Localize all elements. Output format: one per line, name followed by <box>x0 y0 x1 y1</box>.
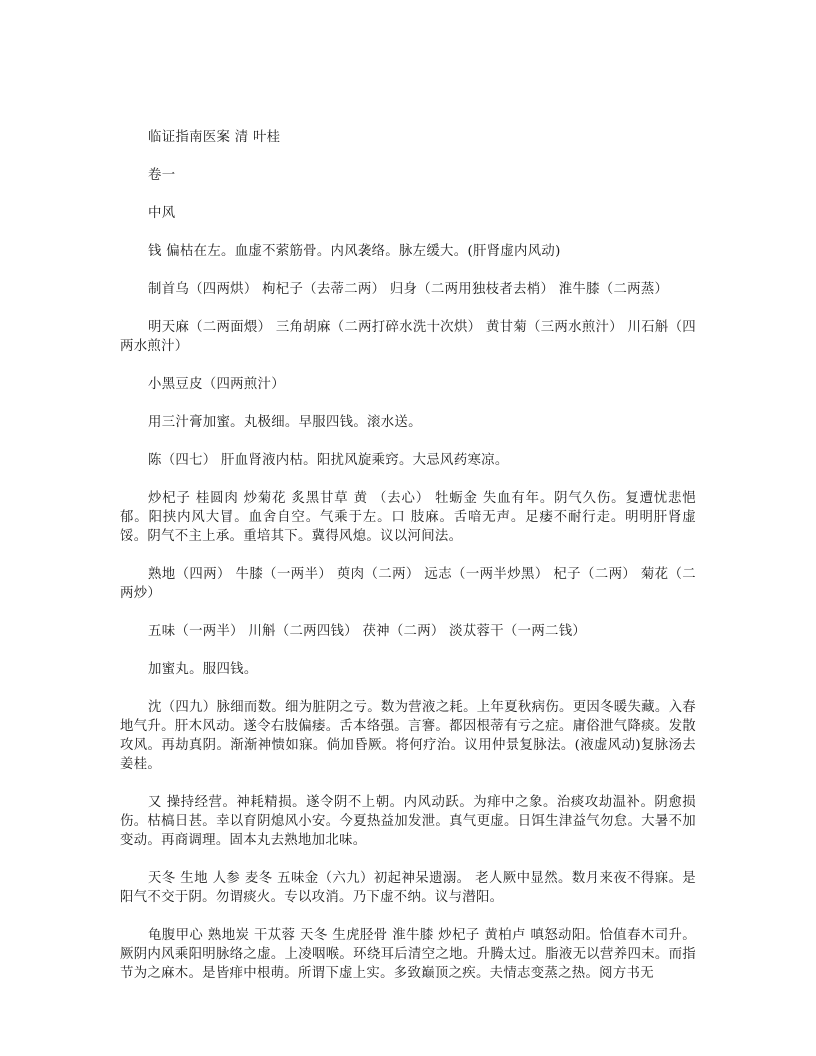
paragraph: 小黑豆皮（四两煎汁） <box>148 377 285 392</box>
document-page <box>120 128 696 1002</box>
document-title: 临证指南医案 清 叶桂 <box>148 130 281 145</box>
paragraph: 制首乌（四两烘） 枸杞子（去蒂二两） 归身（二两用独枝者去梢） 淮牛膝（二两蒸） <box>148 282 669 297</box>
section-heading: 中风 <box>148 206 176 221</box>
paragraph: 明天麻（二两面煨） 三角胡麻（二两打碎水洗十次烘） 黄甘菊（三两水煎汁） 川石斛（四两水煎汁） <box>120 320 696 354</box>
paragraph: 沈（四九）脉细而数。细为脏阴之亏。数为营液之耗。上年夏秋病伤。更因冬暖失藏。入春地气升。肝木风动。遂令右肢偏痿。舌本络强。言謇。都因根蒂有亏之症。庸俗泄气降痰。发散攻风。再劫真阴。渐渐神愦如寐。倘加昏厥。将何疗治。议用仲景复脉法。(液虚风动)复脉汤去姜桂。 <box>120 700 696 772</box>
paragraph: 用三汁膏加蜜。丸极细。早服四钱。滚水送。 <box>148 415 422 430</box>
paragraph: 陈（四七） 肝血肾液内枯。阳扰风旋乘窍。大忌风药寒凉。 <box>148 453 509 468</box>
paragraph: 钱 偏枯在左。血虚不萦筋骨。内风袭络。脉左缓大。(肝肾虚内风动) <box>148 244 561 259</box>
paragraph: 五味（一两半） 川斛（二两四钱） 茯神（二两） 淡苁蓉干（一两二钱） <box>148 624 587 639</box>
paragraph: 加蜜丸。服四钱。 <box>148 662 258 677</box>
paragraph: 炒杞子 桂圆肉 炒菊花 炙黑甘草 黄 （去心） 牡蛎金 失血有年。阴气久伤。复遭忧悲悒郁。阳挟内风大冒。血舍自空。气乘于左。口 肢麻。舌喑无声。足痿不耐行走。明明肝肾虚馁。阴气不主上承。重培其下。冀得风熄。议以河间法。 <box>120 491 696 544</box>
paragraph: 天冬 生地 人参 麦冬 五味金（六九）初起神呆遗溺。 老人厥中显然。数月来夜不得寐。是阳气不交于阴。勿谓痰火。专以攻消。乃下虚不纳。议与潜阳。 <box>120 871 696 905</box>
volume-heading: 卷一 <box>148 168 176 183</box>
paragraph: 龟腹甲心 熟地炭 干苁蓉 天冬 生虎胫骨 淮牛膝 炒杞子 黄柏卢 嗔怒动阳。恰值春木司升。厥阴内风乘阳明脉络之虚。上凌咽喉。环绕耳后清空之地。升腾太过。脂液无以营养四末。而指节为之麻木。是皆痱中根萌。所谓下虚上实。多致巅顶之疾。夫情志变蒸之热。阅方书无 <box>120 928 696 981</box>
paragraph: 又 操持经营。神耗精损。遂令阴不上朝。内风动跃。为痱中之象。治痰攻劫温补。阴愈损伤。枯槁日甚。幸以育阴熄风小安。今夏热益加发泄。真气更虚。日饵生津益气勿怠。大暑不加变动。再商调理。固本丸去熟地加北味。 <box>120 795 696 848</box>
paragraph: 熟地（四两） 牛膝（一两半） 萸肉（二两） 远志（一两半炒黑） 杞子（二两） 菊花（二两炒） <box>120 567 696 601</box>
